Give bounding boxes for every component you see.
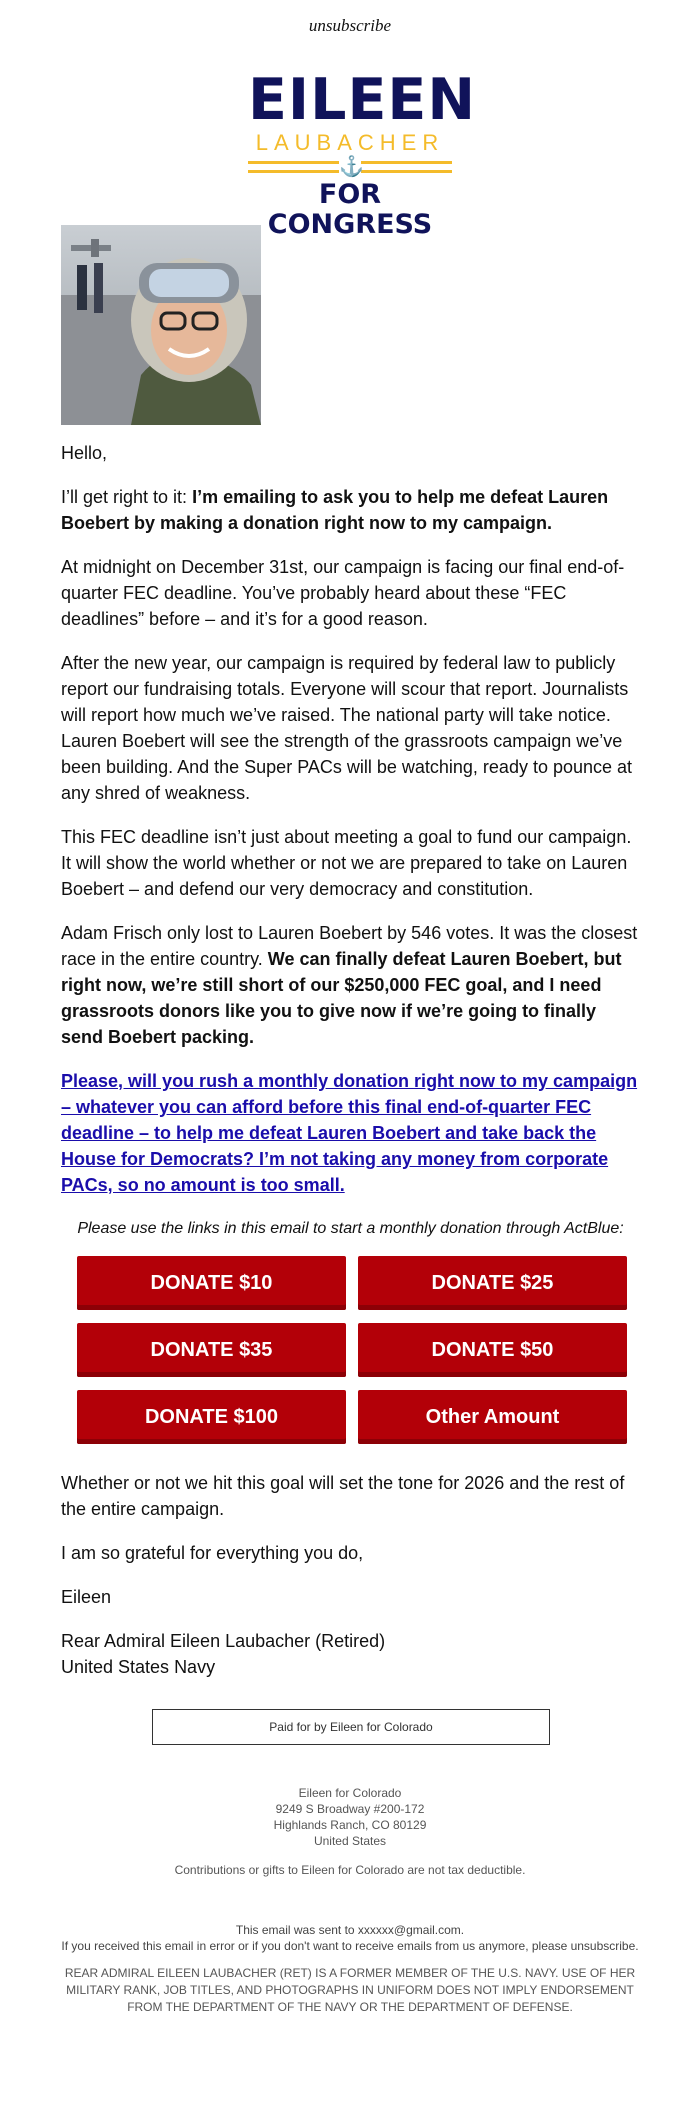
donate-button-grid <box>77 1256 627 1444</box>
logo-surname: LAUBACHER <box>255 130 445 155</box>
paid-for-box: Paid for by Eileen for Colorado <box>152 1709 550 1745</box>
mailing-address: Eileen for Colorado 9249 S Broadway #200-172 Highlands Ranch, CO 80129 United States <box>273 1786 427 1848</box>
donate-note: Please use the links in this email to start a monthly donation through ActBlue: <box>77 1220 624 1237</box>
donation-cta-link[interactable]: Please, will you rush a monthly donation right now to my campaign – whatever you can afford before this final end-of-quarter FEC deadline – to help me defeat Lauren Boebert and take back the House for Democrats? I’m not taking any money from corporate PACs, so no amount is too small. <box>61 1071 638 1195</box>
signoff: Eileen <box>61 1587 112 1607</box>
email-body <box>61 440 640 1680</box>
donate-25-button[interactable]: DONATE $25 <box>358 1256 627 1310</box>
donate-50-button[interactable]: DONATE $50 <box>358 1323 627 1377</box>
campaign-logo <box>248 67 477 240</box>
grateful-paragraph: I am so grateful for everything you do, <box>61 1543 364 1563</box>
greeting: Hello, <box>61 443 108 463</box>
donate-35-button[interactable]: DONATE $35 <box>77 1323 346 1377</box>
donate-other-amount-button[interactable]: Other Amount <box>358 1390 627 1444</box>
goal-paragraph: This FEC deadline isn’t just about meeting a goal to fund our campaign. It will show the world whether or not we are prepared to take on Lauren Boebert – and defend our very democracy and constitution. <box>61 827 632 899</box>
candidate-photo <box>61 225 261 425</box>
logo-name: EILEEN <box>248 67 477 133</box>
unsubscribe-link[interactable]: unsubscribe <box>308 16 392 35</box>
dod-disclaimer: REAR ADMIRAL EILEEN LAUBACHER (RET) IS A FORMER MEMBER OF THE U.S. NAVY. USE OF HER MILITARY RANK, JOB TITLES, AND PHOTOGRAPHS IN UNIFORM DOES NOT IMPLY ENDORSEMENT FROM THE DEPARTMENT OF THE NAVY OR THE DEPARTMENT OF DEFENSE. <box>64 1966 636 2014</box>
frisch-paragraph: Adam Frisch only lost to Lauren Boebert by 546 votes. It was the closest race in the entire country. We can finally defeat Lauren Boebert, but right now, we’re still short of our $250,000 FEC goal, and I need grassroots donors like you to give now if we’re going to finally send Boebert packing. <box>61 923 638 1047</box>
deadline-paragraph: At midnight on December 31st, our campaign is facing our final end-of-quarter FEC deadline. You’ve probably heard about these “FEC deadlines” before – and it’s for a good reason. <box>61 557 625 629</box>
signature-title: Rear Admiral Eileen Laubacher (Retired) United States Navy <box>61 1631 386 1677</box>
intro-paragraph: I’ll get right to it: I’m emailing to ask you to help me defeat Lauren Boebert by making a donation right now to my campaign. <box>61 487 609 533</box>
logo-divider <box>248 156 452 180</box>
recipient-note: This email was sent to xxxxxx@gmail.com. If you received this email in error or if you don't want to receive emails from us anymore, please unsubscribe. <box>0 1922 700 1954</box>
logo-for-congress: FOR CONGRESS <box>267 179 433 240</box>
anchor-icon: ⚓ <box>339 156 364 178</box>
tone-paragraph: Whether or not we hit this goal will set the tone for 2026 and the rest of the entire campaign. <box>61 1473 625 1519</box>
report-paragraph: After the new year, our campaign is required by federal law to publicly report our fundraising totals. Everyone will scour that report. Journalists will report how much we’ve raised. The national party will take notice. Lauren Boebert will see the strength of the grassroots campaign we’ve been building. And the Super PACs will be watching, ready to pounce at any shred of weakness. <box>61 653 633 803</box>
donate-10-button[interactable]: DONATE $10 <box>77 1256 346 1310</box>
tax-note: Contributions or gifts to Eileen for Colorado are not tax deductible. <box>174 1863 526 1877</box>
donate-100-button[interactable]: DONATE $100 <box>77 1390 346 1444</box>
unsubscribe-footer-note[interactable]: If you received this email in error or if you don't want to receive emails from us anymore, please unsubscribe. <box>61 1939 639 1953</box>
